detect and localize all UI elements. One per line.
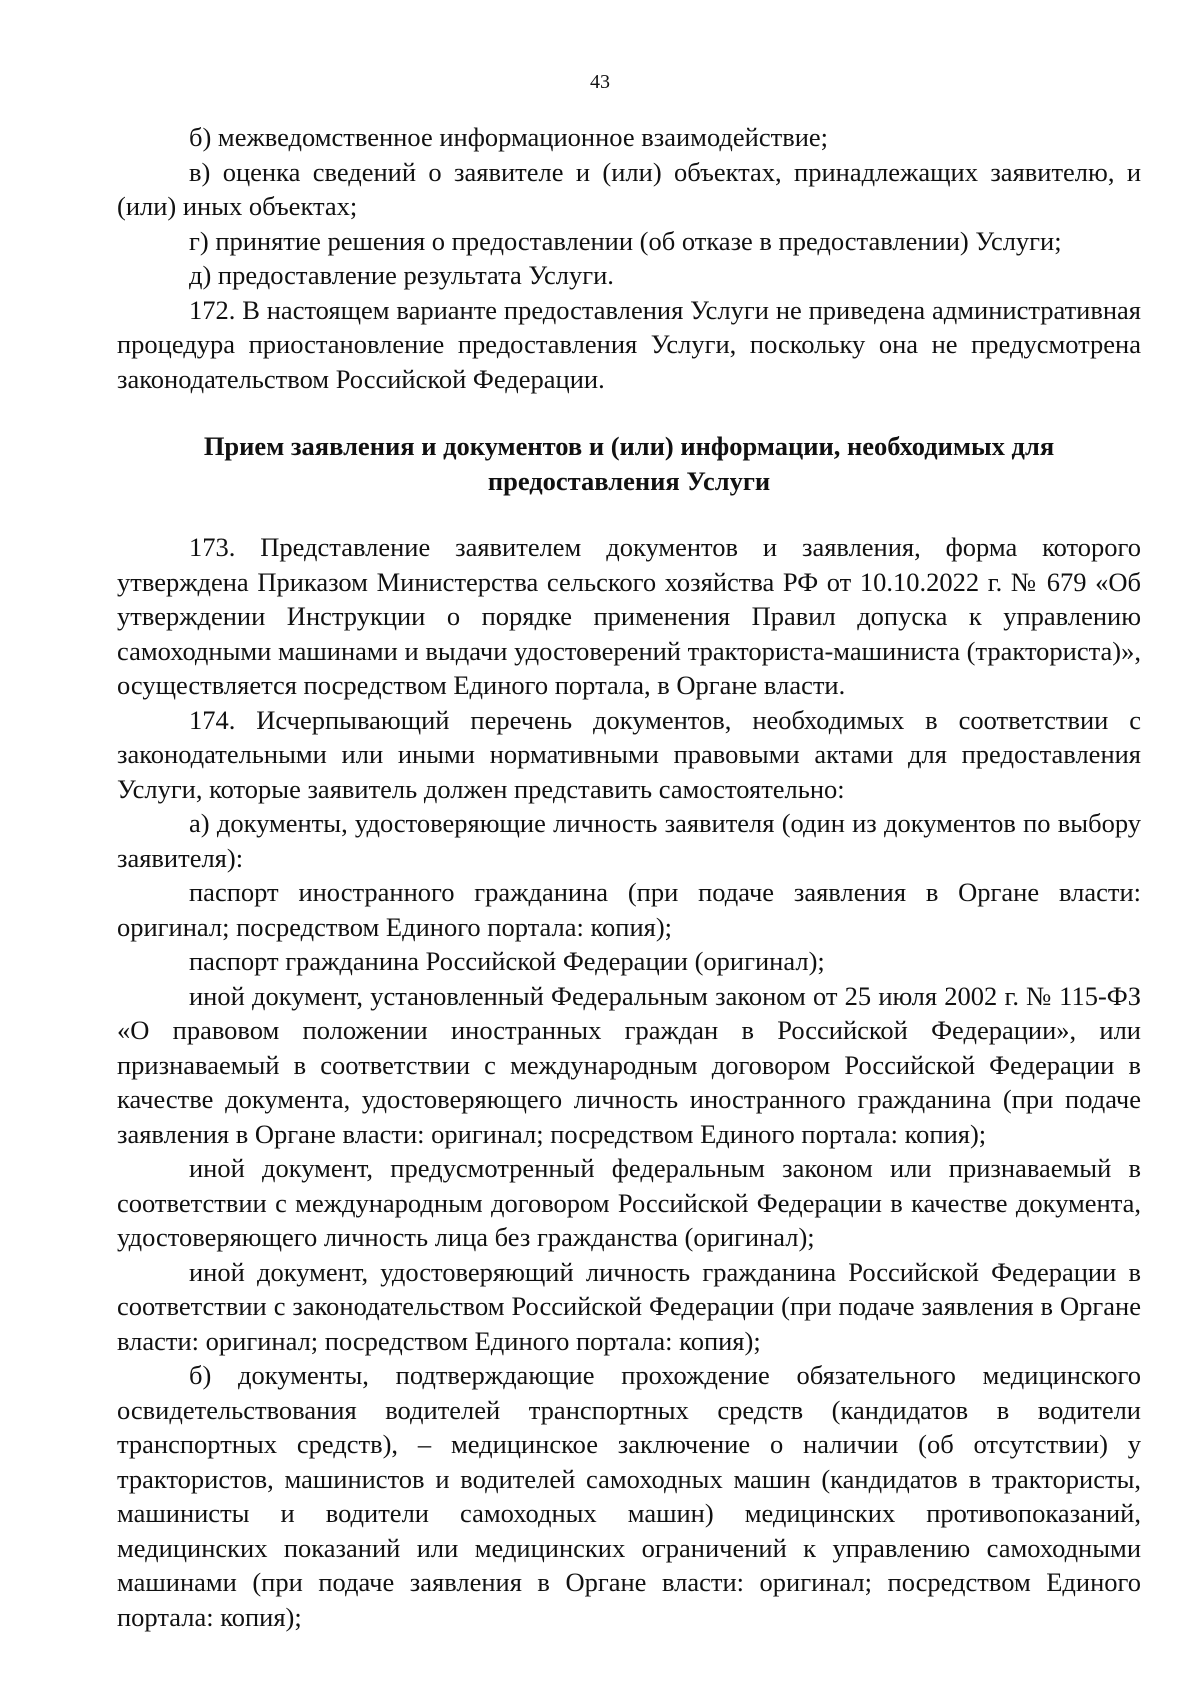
paragraph-174: 174. Исчерпывающий перечень документов, необходимых в соответствии с законодательными или иными нормативными правовыми актами для предоставления Услуги, которые заявитель должен представить самостоятельно: <box>117 704 1141 804</box>
paragraph-item-b-medical: б) документы, подтверждающие прохождение обязательного медицинского освидетельствования водителей транспортных средств (кандидатов в водители транспортных средств), – медицинское заключение о наличии (об отсутствии) у трактористов, машинистов и водителей самоходных машин (кандидатов в трактористы, машинисты и водители самоходных машин) медицинских противопоказаний, медицинских показаний или медицинских ограничений к управлению самоходными машинами (при подаче заявления в Органе власти: оригинал; посредством Единого портала: копия); <box>117 1360 1141 1632</box>
paragraph-item-d-result: д) предоставление результата Услуги. <box>189 260 614 290</box>
paragraph-other-doc-115fz: иной документ, установленный Федеральным законом от 25 июля 2002 г. № 115-ФЗ «О правовом положении иностранных граждан в Российской Федерации», или признаваемый в соответствии с международным договором Российской Федерации в качестве документа, удостоверяющего личность иностранного гражданина (при подаче заявления в Органе власти: оригинал; посредством Единого портала: копия); <box>117 980 1141 1149</box>
paragraph-172: 172. В настоящем варианте предоставления Услуги не приведена административная процедура приостановление предоставления Услуги, поскольку она не предусмотрена законодательством Российской Федерации. <box>117 294 1141 394</box>
paragraph-item-g-decision: г) принятие решения о предоставлении (об отказе в предоставлении) Услуги; <box>189 225 1062 256</box>
paragraph-item-v-assessment: в) оценка сведений о заявителе и (или) объектах, принадлежащих заявителю, и (или) иных объектах; <box>117 156 1141 221</box>
paragraph-item-b-interaction: б) межведомственное информационное взаимодействие; <box>189 122 829 152</box>
paragraph-173: 173. Представление заявителем документов и заявления, форма которого утверждена Приказом Министерства сельского хозяйства РФ от 10.10.2022 г. № 679 «Об утверждении Инструкции о порядке применения Правил допуска к управлению самоходными машинами и выдачи удостоверений тракториста-машиниста (тракториста)», осуществляется посредством Единого портала, в Органе власти. <box>117 532 1141 700</box>
document-body <box>117 120 1141 1634</box>
paragraph-other-doc-stateless: иной документ, предусмотренный федеральным законом или признаваемый в соответствии с международным договором Российской Федерации в качестве документа, удостоверяющего личность лица без гражданства (оригинал); <box>117 1153 1141 1252</box>
page-number: 43 <box>590 71 610 93</box>
section-heading: Прием заявления и документов и (или) информации, необходимых для предоставления Услуги <box>203 431 1055 496</box>
paragraph-other-doc-rf-citizen: иной документ, удостоверяющий личность гражданина Российской Федерации в соответствии с законодательством Российской Федерации (при подаче заявления в Органе власти: оригинал; посредством Единого портала: копия); <box>117 1256 1141 1356</box>
paragraph-item-a-identity-docs: а) документы, удостоверяющие личность заявителя (один из документов по выбору заявителя): <box>117 808 1141 873</box>
paragraph-rf-passport: паспорт гражданина Российской Федерации (оригинал); <box>189 946 825 976</box>
paragraph-foreign-passport: паспорт иностранного гражданина (при подаче заявления в Органе власти: оригинал; посредством Единого портала: копия); <box>117 877 1141 942</box>
